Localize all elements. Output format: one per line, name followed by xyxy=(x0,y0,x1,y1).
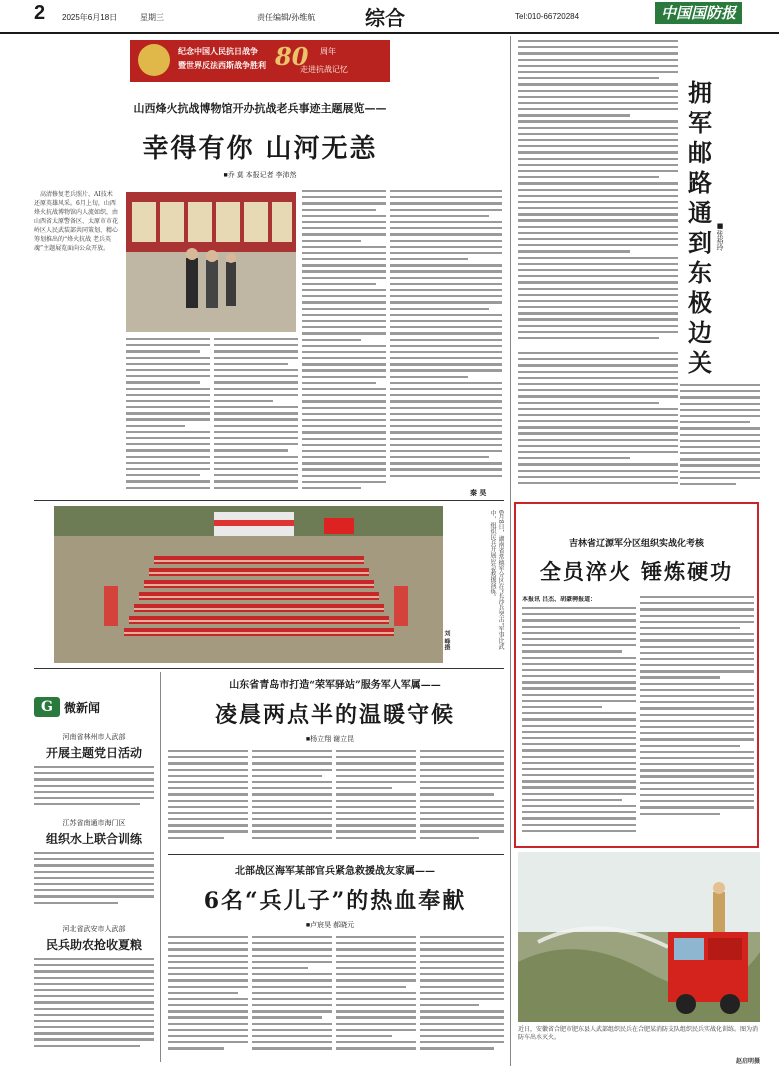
article1-col5 xyxy=(390,190,502,496)
article2-kicker: 山东省青岛市打造“荣军驿站”服务军人军属—— xyxy=(229,680,441,691)
divider xyxy=(34,668,504,669)
micro1-headline: 开展主题党日活动 xyxy=(45,746,142,760)
newspaper-logo: 中国国防报 xyxy=(655,2,742,24)
article1-col3 xyxy=(214,338,298,496)
feature-title: 拥 军 邮 路 通 到 东 极 边 关 xyxy=(688,78,712,377)
feature-col1 xyxy=(518,40,678,350)
micro-news-label: 微新闻 xyxy=(64,701,101,715)
phone-number: Tel:010-66720284 xyxy=(515,12,580,21)
exhibition-photo xyxy=(126,192,296,332)
article1-col4 xyxy=(302,190,386,496)
firefighting-photo-caption: 近日，安徽省合肥市肥东县人武部组织民兵在合肥某消防支队组织民兵实战化训练。图为消防车出水灭火。 xyxy=(518,1026,759,1041)
article1-lead-paragraph: 高清修复老兵照片、AI技术还原英雄风采。6月上旬，山西烽火抗战博物馆内人流如织，由山西省太原警备区、太原市市花岭区人民武装部共同策划、精心筹划推出的“烽火抗战 老兵英魂”主题展览面向公众开放。 xyxy=(34,191,118,252)
redbox-col1 xyxy=(522,596,636,842)
divider xyxy=(168,854,504,855)
column-divider xyxy=(510,36,511,1066)
article2-col2 xyxy=(252,750,332,848)
redbox-kicker: 吉林省辽源军分区组织实战化考核 xyxy=(568,539,704,549)
feature-col3 xyxy=(680,384,760,498)
micro-news-header xyxy=(34,697,122,719)
banner-line2: 暨世界反法西斯战争胜利 xyxy=(178,60,266,70)
micro2-body xyxy=(34,852,154,912)
section-title: 综合 xyxy=(365,6,405,30)
micro3-kicker: 河北省武安市人武部 xyxy=(62,925,126,933)
article1-kicker: 山西烽火抗战博物馆开办抗战老兵事迹主题展览—— xyxy=(133,102,387,115)
micro1-body xyxy=(34,766,154,814)
article3-col2 xyxy=(252,936,332,1062)
banner-line1: 纪念中国人民抗日战争 xyxy=(178,46,258,56)
article1-headline: 幸得有你 山河无恙 xyxy=(142,134,378,164)
column-divider xyxy=(160,672,161,1062)
redbox-headline: 全员淬火 锤炼硬功 xyxy=(539,559,734,584)
issue-weekday: 星期三 xyxy=(140,13,164,22)
issue-date: 2025年6月18日 xyxy=(62,13,118,22)
article1-col2 xyxy=(126,338,210,496)
micro1-kicker: 河南省林州市人武部 xyxy=(62,733,126,741)
banner-suffix: 周年 xyxy=(320,47,336,56)
drill-photo-credit: 刘 峰摄 xyxy=(443,630,450,651)
article3-col3 xyxy=(336,936,416,1062)
article2-col3 xyxy=(336,750,416,848)
article3-headline: 6名“兵儿子”的热血奉献 xyxy=(203,888,467,914)
micro-news-icon: G xyxy=(34,697,60,717)
banner-number: 80 xyxy=(275,42,309,71)
feature-col2 xyxy=(518,352,678,498)
anniversary-banner xyxy=(130,40,390,82)
emblem-icon xyxy=(138,44,170,76)
article3-col4 xyxy=(420,936,504,1062)
firefighting-photo-image xyxy=(518,852,760,1022)
micro3-headline: 民兵助农抢收夏粮 xyxy=(45,938,142,952)
micro2-kicker: 江苏省南通市海门区 xyxy=(62,819,126,827)
responsible-editor: 责任编辑/孙维航 xyxy=(257,13,316,22)
redbox-col2 xyxy=(640,596,754,842)
article3-byline: ■卢宸昊 郝晓元 xyxy=(305,922,355,929)
micro2-headline: 组织水上联合训练 xyxy=(45,832,142,846)
firefighting-photo-credit: 赵启明摄 xyxy=(735,1058,760,1065)
article2-byline: ■杨立翔 谢立昆 xyxy=(305,736,355,743)
article1-byline: ■乔 莫 本报记者 李沛然 xyxy=(223,172,297,179)
firefighting-photo xyxy=(518,852,760,1022)
article2-col1 xyxy=(168,750,248,848)
article3-kicker: 北部战区海军某部官兵紧急救援战友家属—— xyxy=(235,866,435,877)
drill-photo xyxy=(54,506,443,663)
article1-closing-author: 秦 昊 xyxy=(470,488,487,497)
divider xyxy=(34,500,504,501)
drill-photo-caption: 6月8日，湖南省常德军分区在“长沙兵突击”军事比武中，组织民兵开展应急救援演练。 xyxy=(489,510,504,650)
page-header xyxy=(0,0,779,34)
micro3-body xyxy=(34,958,154,1058)
article1-col1 xyxy=(34,190,118,496)
page-number: 2 xyxy=(34,2,46,24)
exhibition-photo-image xyxy=(126,192,296,332)
article3-col1 xyxy=(168,936,248,1062)
banner-slogan: 走进抗战记忆 xyxy=(300,65,348,74)
feature-author: ■张裕玲 xyxy=(716,222,724,251)
article2-headline: 凌晨两点半的温暖守候 xyxy=(214,702,455,728)
redbox-byline: 本报讯 吕杰、胡豪骋报道： xyxy=(522,596,597,603)
drill-photo-image xyxy=(54,506,443,663)
article2-col4 xyxy=(420,750,504,848)
